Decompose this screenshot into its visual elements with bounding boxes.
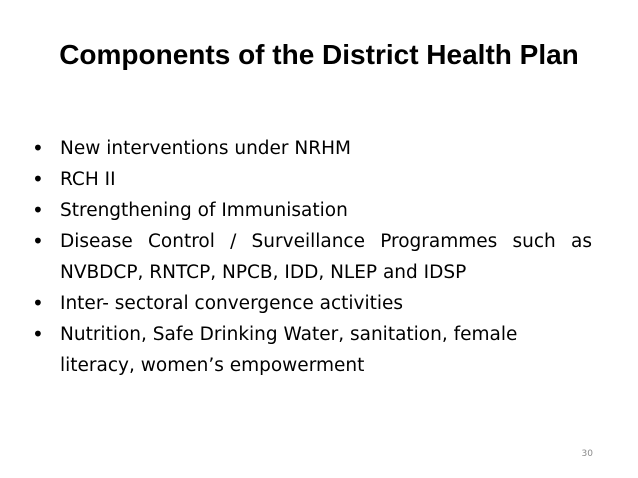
bullet-item — [30, 288, 592, 319]
bullet-text: Strengthening of Immunisation — [60, 200, 348, 221]
bullet-item — [30, 164, 592, 195]
bullet-icon: • — [32, 229, 44, 253]
bullet-icon: • — [32, 167, 44, 191]
bullet-icon: • — [32, 322, 44, 346]
bullet-list — [30, 133, 592, 381]
bullet-text: Nutrition, Safe Drinking Water, sanitation, female literacy, women’s empowerment — [60, 324, 518, 376]
bullet-item — [30, 195, 592, 226]
bullet-text: Disease Control / Surveillance Programmes such as NVBDCP, RNTCP, NPCB, IDD, NLEP and IDSP — [60, 231, 592, 283]
bullet-item — [30, 319, 592, 381]
bullet-text: New interventions under NRHM — [60, 138, 351, 159]
bullet-text: Inter- sectoral convergence activities — [60, 293, 404, 314]
slide-title: Components of the District Health Plan — [59, 39, 579, 70]
page-number: 30 — [581, 449, 593, 459]
bullet-text: RCH II — [60, 169, 116, 190]
bullet-item — [30, 226, 592, 288]
bullet-icon: • — [32, 291, 44, 315]
bullet-icon: • — [32, 198, 44, 222]
bullet-item — [30, 133, 592, 164]
bullet-icon: • — [32, 136, 44, 160]
